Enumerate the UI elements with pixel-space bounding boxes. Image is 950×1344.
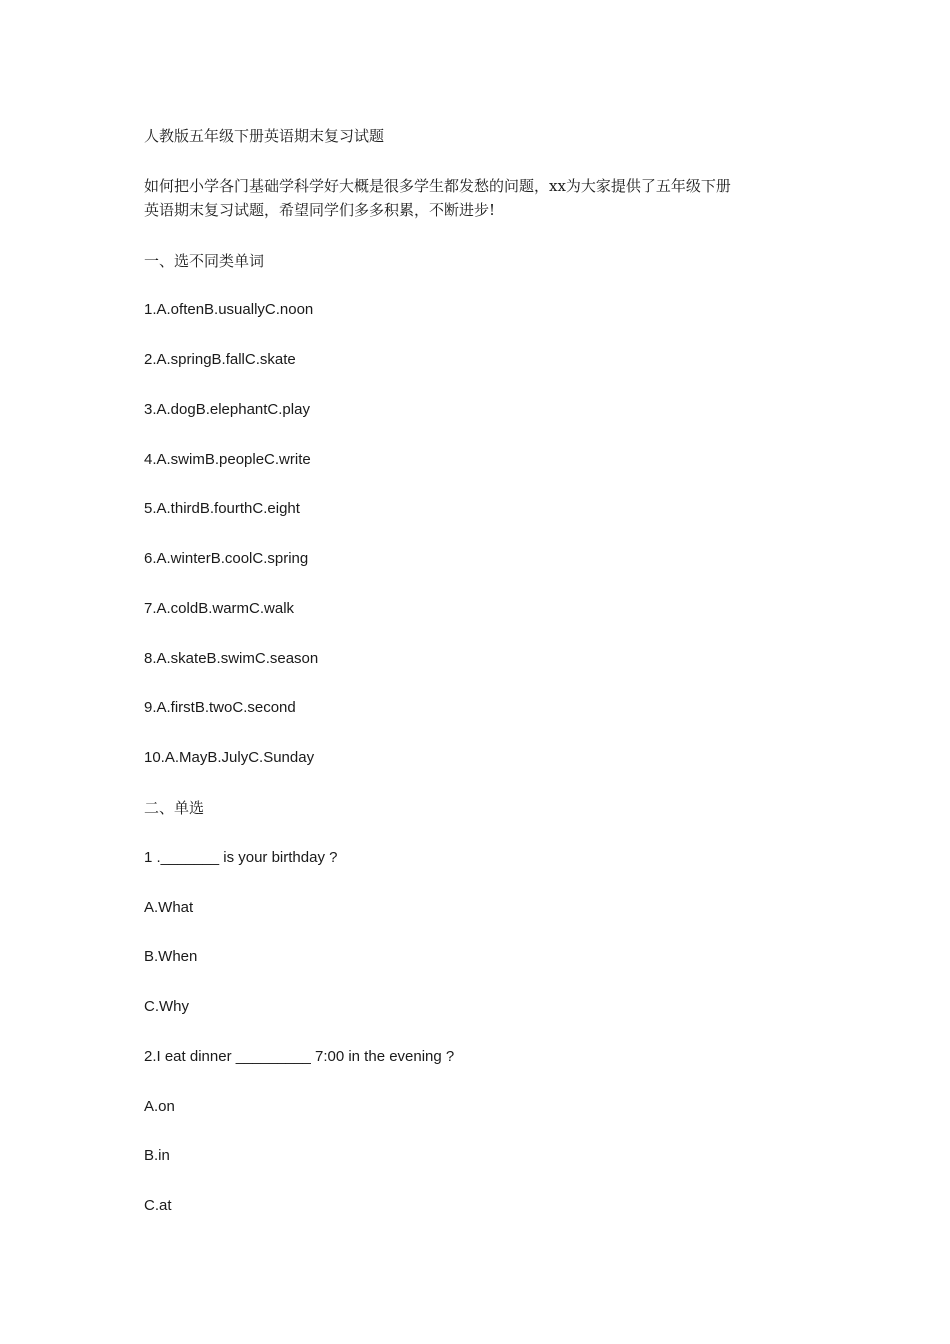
document-title: 人教版五年级下册英语期末复习试题	[144, 127, 385, 145]
question-1-option-c: C.Why	[144, 998, 189, 1015]
question-2-option-b: B.in	[144, 1147, 170, 1164]
intro-line-1: 如何把小学各门基础学科学好大概是很多学生都发愁的问题，xx为大家提供了五年级下册	[144, 177, 731, 195]
question-item: 10.A.MayB.JulyC.Sunday	[144, 749, 315, 766]
question-2-text: 2.I eat dinner _________ 7:00 in the evening ?	[144, 1048, 455, 1065]
question-item: 5.A.thirdB.fourthC.eight	[144, 500, 300, 517]
question-item: 7.A.coldB.warmC.walk	[144, 600, 295, 617]
question-1-text: 1 ._______ is your birthday ?	[144, 849, 338, 866]
question-1-option-a: A.What	[144, 899, 194, 916]
question-item: 9.A.firstB.twoC.second	[144, 699, 296, 716]
question-item: 6.A.winterB.coolC.spring	[144, 550, 309, 567]
intro-line-2: 英语期末复习试题，希望同学们多多积累，不断进步!	[144, 201, 496, 219]
question-1-option-b: B.When	[144, 948, 198, 965]
question-2-option-a: A.on	[144, 1098, 175, 1115]
question-item: 2.A.springB.fallC.skate	[144, 351, 296, 368]
question-2-option-c: C.at	[144, 1197, 172, 1214]
section-2-heading: 二、单选	[144, 799, 205, 817]
question-item: 3.A.dogB.elephantC.play	[144, 401, 310, 418]
question-item: 1.A.oftenB.usuallyC.noon	[144, 301, 314, 318]
question-item: 8.A.skateB.swimC.season	[144, 650, 319, 667]
section-1-heading: 一、选不同类单词	[144, 252, 265, 270]
question-item: 4.A.swimB.peopleC.write	[144, 451, 311, 468]
